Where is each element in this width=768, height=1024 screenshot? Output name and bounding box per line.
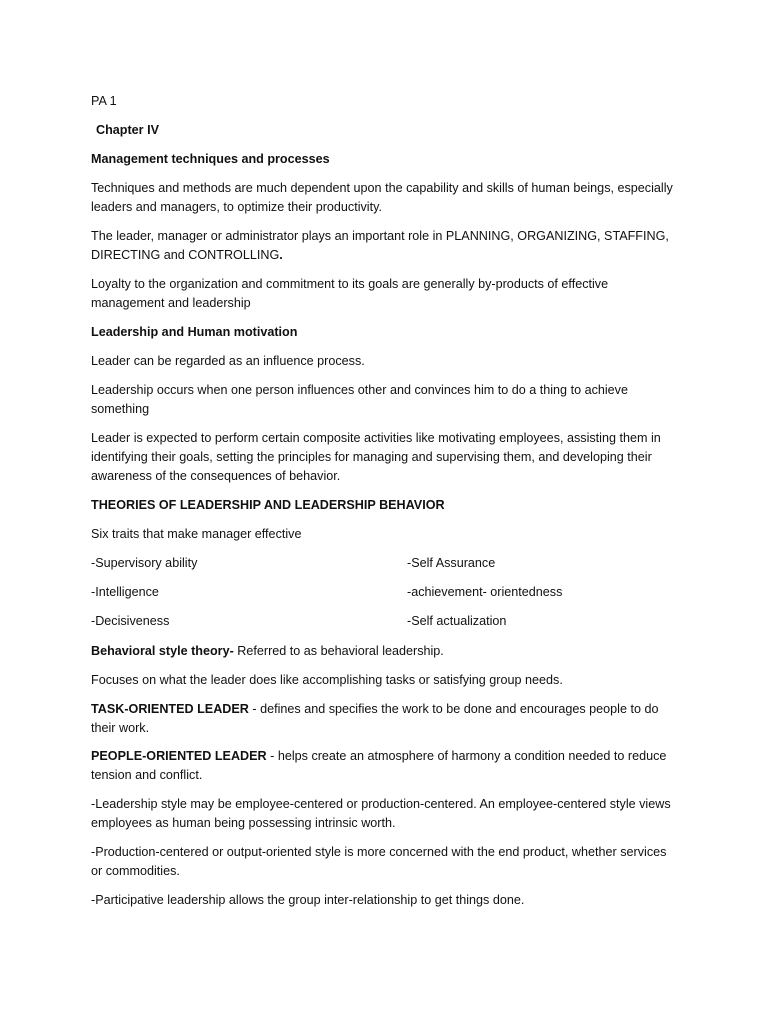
paragraph-influence: Leader can be regarded as an influence process. bbox=[91, 354, 365, 368]
trait-left-item: -Supervisory ability bbox=[91, 556, 198, 570]
traits-intro: Six traits that make manager effective bbox=[91, 527, 302, 541]
paragraph-leader-role-text: The leader, manager or administrator plays an important role in PLANNING, ORGANIZING, STAFFING, DIRECTING and CONTROLLING bbox=[91, 229, 669, 262]
trait-right-item: -achievement- orientedness bbox=[407, 585, 563, 599]
task-oriented-term: TASK-ORIENTED LEADER bbox=[91, 702, 249, 716]
people-oriented-term: PEOPLE-ORIENTED LEADER bbox=[91, 749, 267, 763]
paragraph-focuses: Focuses on what the leader does like accomplishing tasks or satisfying group needs. bbox=[91, 673, 563, 687]
section-heading-leadership: Leadership and Human motivation bbox=[91, 325, 298, 339]
behavioral-style-text: Referred to as behavioral leadership. bbox=[233, 644, 444, 658]
chapter-title: Chapter IV bbox=[96, 123, 159, 137]
paragraph-techniques: Techniques and methods are much dependent upon the capability and skills of human beings, especially leaders and managers, to optimize their productivity. bbox=[91, 181, 673, 214]
behavioral-style-term: Behavioral style theory- bbox=[91, 644, 234, 658]
paragraph-loyalty: Loyalty to the organization and commitment to its goals are generally by-products of effective management and leadership bbox=[91, 277, 609, 310]
trait-right-item: -Self actualization bbox=[407, 614, 507, 628]
paragraph-production-centered: -Production-centered or output-oriented style is more concerned with the end product, whether services or commodities. bbox=[91, 845, 667, 878]
paragraph-composite-activities: Leader is expected to perform certain composite activities like motivating employees, assisting them in identifying their goals, setting the principles for managing and supervising them, and developing their awareness of the consequences of behavior. bbox=[91, 431, 661, 483]
paragraph-leadership-occurs: Leadership occurs when one person influences other and convinces him to do a thing to achieve something bbox=[91, 383, 628, 416]
trait-left-item: -Intelligence bbox=[91, 585, 159, 599]
trait-right-item: -Self Assurance bbox=[407, 556, 496, 570]
page-label: PA 1 bbox=[91, 94, 117, 108]
people-oriented-text: - helps create an atmosphere of harmony a condition needed to reduce tension and conflict. bbox=[91, 749, 667, 782]
paragraph-leader-role bbox=[91, 227, 681, 265]
task-oriented-text: - defines and specifies the work to be done and encourages people to do their work. bbox=[91, 702, 659, 735]
paragraph-task-oriented bbox=[91, 700, 681, 738]
paragraph-employee-centered: -Leadership style may be employee-centered or production-centered. An employee-centered style views employees as human being possessing intrinsic worth. bbox=[91, 797, 671, 830]
paragraph-people-oriented bbox=[91, 747, 681, 785]
section-heading-management: Management techniques and processes bbox=[91, 152, 330, 166]
paragraph-behavioral-style bbox=[91, 642, 681, 661]
trait-left-item: -Decisiveness bbox=[91, 614, 170, 628]
paragraph-leader-role-period: . bbox=[279, 248, 283, 262]
section-heading-theories: THEORIES OF LEADERSHIP AND LEADERSHIP BEHAVIOR bbox=[91, 498, 445, 512]
paragraph-participative: -Participative leadership allows the group inter-relationship to get things done. bbox=[91, 893, 525, 907]
